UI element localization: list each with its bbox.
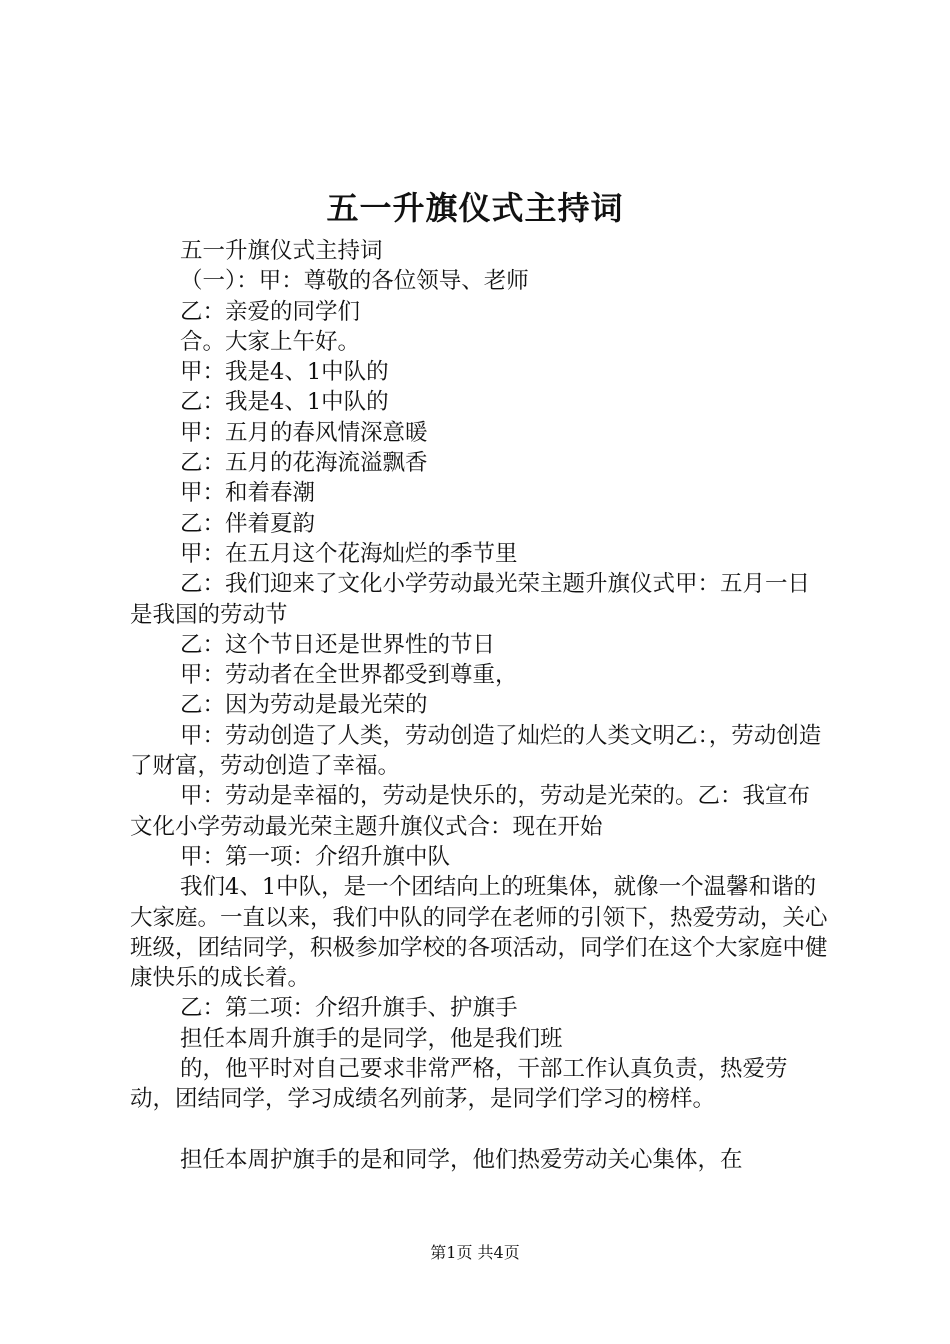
paragraph: 乙：亲爱的同学们 [180,298,361,325]
paragraph: 甲：和着春潮 [180,480,316,507]
paragraph-spacer [130,1115,830,1145]
paragraph: 乙：我是4、1中队的 [180,389,389,416]
paragraph: 五一升旗仪式主持词 [180,238,383,264]
paragraph: 甲：我是4、1中队的 [180,359,389,386]
paragraph: （一）：甲：尊敬的各位领导、老师 [180,268,529,295]
paragraph: 担任本周升旗手的是同学，他是我们班 [180,1025,563,1052]
paragraph: 甲：劳动创造了人类，劳动创造了灿烂的人类文明乙：，劳动创造了财富，劳动创造了幸福。 [130,722,822,780]
paragraph: 我们4、1中队，是一个团结向上的班集体，就像一个温馨和谐的大家庭。一直以来，我们中队的同学在老师的引领下，热爱劳动，关心班级，团结同学，积极参加学校的各项活动，同学们在这个大家庭中健康快乐的成长着。 [130,874,828,992]
paragraph: 担任本周护旗手的是和同学，他们热爱劳动关心集体，在 [180,1146,743,1173]
paragraph: 乙：伴着夏韵 [180,510,316,537]
paragraph: 乙：因为劳动是最光荣的 [180,692,428,719]
paragraph: 合。大家上午好。 [180,328,361,355]
paragraph: 甲：劳动是幸福的，劳动是快乐的，劳动是光荣的。乙：我宣布文化小学劳动最光荣主题升旗仪式合：现在开始 [130,783,811,840]
paragraph: 甲：第一项：介绍升旗中队 [180,843,451,870]
paragraph: 乙：这个节日还是世界性的节日 [180,631,496,658]
paragraph: 甲：劳动者在全世界都受到尊重， [180,662,518,689]
paragraph: 乙：我们迎来了文化小学劳动最光荣主题升旗仪式甲：五月一日是我国的劳动节 [130,571,811,628]
document-body [130,236,830,1175]
paragraph: 乙：第二项：介绍升旗手、护旗手 [180,995,518,1022]
document-title: 五一升旗仪式主持词 [326,189,624,227]
page-footer: 第1页 共4页 [430,1243,520,1262]
paragraph: 甲：在五月这个花海灿烂的季节里 [180,540,518,567]
paragraph: 的，他平时对自己要求非常严格，干部工作认真负责，热爱劳动，团结同学，学习成绩名列前茅，是同学们学习的榜样。 [130,1056,788,1113]
paragraph: 乙：五月的花海流溢飘香 [180,450,428,477]
paragraph: 甲：五月的春风情深意暖 [180,419,428,446]
